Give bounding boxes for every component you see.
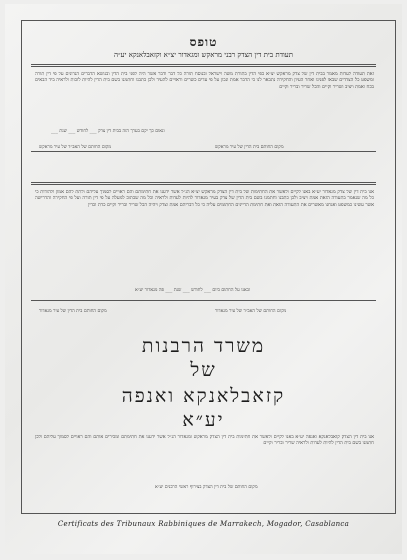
section2-body: אנו בית דין של צדק מגאדור יע״א באנו לקיים ולאשר את החתימות של בית דין הצדק מראקש יצ״א הנ״ל אשר ידענו את חתימתם והם ראויים לסמוך עליהם ולתת להם אמון ולהודות כי כל מה שנאמר בתעודה הזאת אמת ויציב ולכן כתבנו וחתמנו בשם בית הדין של צדק בעיר מגאדור להיות לעדות ולראיה וכל מה שכתוב למעלה על פי דין תורה ועל פי החקירה והדרישה אשר עשינו כמשפט ואנחנו מאשרים את התעודה הזאת ואת חתימת הדיינים החתומים עליה כי כל דבריהם אמת וצדק ויהיה הכל שריר ובריר וקיים כדת וכדין [35,190,374,208]
section1-signature-right: מקום החותם בית הדין של עיר מראקש [215,145,284,150]
document-title: טופס [189,35,218,49]
section1-body: זאת תעודה לעדות מאמר בבית דין של צדק מראקש יצ״א כפי הדין בתורת משה וישראל ובנוסח תורה כל דבר ודבר אשר היה לפני בית הדין ובנושא הדברים הנדונים על פי דין תורה ומשפט כל הצדדים שבאו לפנינו ואחר העיון והחקירה נתבאר לנו כי הדבר אמת ונכון על פי עדים כשרים וראויים להעיד ולכן כתבנו וחתמנו בשם בית הדין להיות לזכות ולראיה ביד הבאים בכח ואמת ויציב ושריר וקיים והכל שריר ובריר וקיים [35,72,374,90]
caption [5,520,402,528]
caption-text: Certificats des Tribunaux Rabbiniques de Marrakech, Mogador, Casablanca [57,520,350,528]
document-subtitle: תעודת בית דין הצדק רבני מראקש ומגאדור יצ״א וקזאבלאנקא יע״ה [113,51,294,59]
section2-signature-right: מקום החותם של האב״ד של עיר מגאדור [215,309,287,314]
court-name-line: של [190,359,217,381]
divider [31,300,376,301]
section3-signatory: מקום החותם של בית דין הצדק בצירוף ראשי הרבנים יע״א [155,485,258,490]
court-name-line: משרד הרבנות [141,335,266,357]
divider [31,182,376,183]
divider [31,66,376,67]
divider [31,184,376,185]
divider [31,151,376,152]
court-name-line: קזאבלאנקא ואנפה [121,385,286,407]
section2-signature-left: מקום החותם בית הדין של עיר מגאדור [39,309,107,314]
section1-signature-left: מקום החותם של האב״ד של עיר מראקש [39,145,112,150]
section2-signatory: ובאנו על החתום ביום ___ לחודש ___ שנת ___ פה מגאדור יע״א [135,288,251,293]
court-name-line: יע״א [182,409,225,431]
section1-signatory: ונאום כך יקם בערך הזה בבית דין צדק ___ לחודש ___ שנת ___ [51,129,165,134]
document-sheet [5,4,402,554]
section3-body: אנו בית דין הצדק קזאבלאנקא ואנפה יע״א באנו לקיים ולאשר את חתימות בית דין הצדק מראקש ומגאדור הנ״ל אשר ידענו את חתימתם ומכירים אותם והם ראויים לסמוך עליהם ולכן חתמנו בשם בית הדין להיות לעדות ולראיה שריר ובריר וקיים [35,435,374,447]
